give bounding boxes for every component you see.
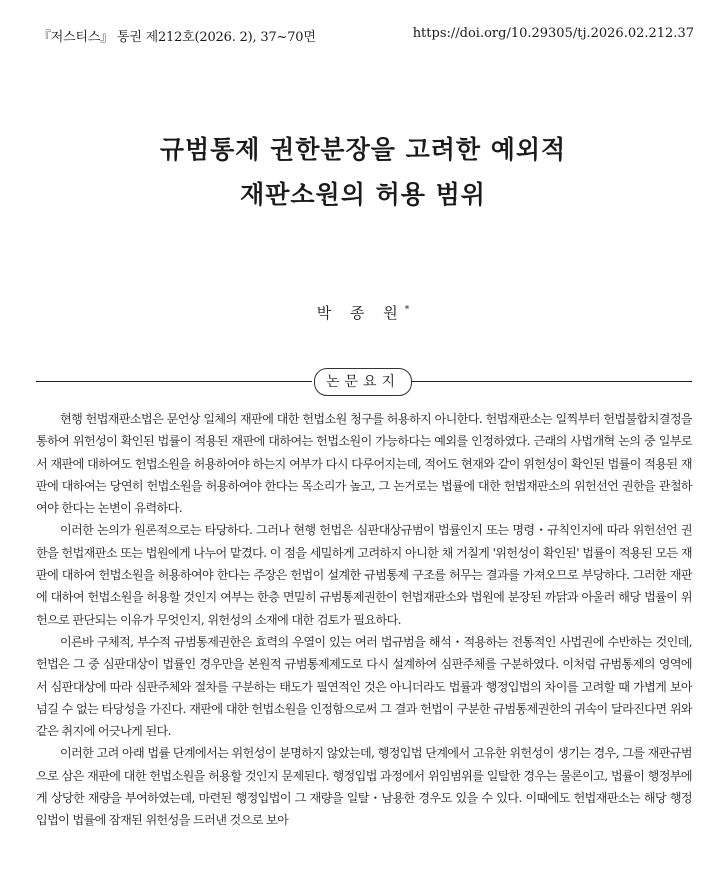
abstract-paragraph: 이른바 구체적, 부수적 규범통제권한은 효력의 우열이 있는 여러 법규범을 해석・적용하는 전통적인 사법권에 수반하는 것인데, 헌법은 그 중 심판대상이 법률인 경우만을 본원적 규범통제제도로 다시 설계하여 심판주체를 구분하였다. 이처럼 규범통제의 영역에서 심판대상에 따라 심판주체와 절차를 구분하는 태도가 필연적인 것은 아니더라도 법률과 행정입법의 차이를 고려할 때 가볍게 보아 넘길 수 없는 타당성을 가진다. 재판에 대한 헌법소원을 인정함으로써 그 결과 헌법이 구분한 규범통제권한의 귀속이 달라진다면 위와 같은 취지에 어긋나게 된다.	[36, 634, 692, 739]
abstract-rule-right	[412, 381, 692, 382]
abstract-paragraph: 현행 헌법재판소법은 문언상 일체의 재판에 대한 헌법소원 청구를 허용하지 아니한다. 헌법재판소는 일찍부터 헌법불합치결정을 통하여 위헌성이 확인된 법률이 적용된 재판에 대하여는 헌법소원이 가능하다는 예외를 인정하였다. 근래의 사법개혁 논의 중 일부로서 재판에 대하여도 헌법소원을 허용하여야 하는지 여부가 다시 다루어지는데, 적어도 현재와 같이 위헌성이 확인된 법률이 적용된 재판에 대하여는 당연히 헌법소원을 허용하여야 한다는 목소리가 높고, 그 논거로는 법률에 대한 헌법재판소의 위헌선언 권한을 관철하여야 한다는 논변이 유력하다.	[36, 412, 692, 516]
doi-link[interactable]: https://doi.org/10.29305/tj.2026.02.212.37	[412, 26, 694, 41]
paper-title-line-2: 재판소원의 허용 범위	[240, 180, 486, 209]
abstract-label: 논문요지	[314, 368, 412, 396]
paper-title-line-1: 규범통제 권한분장을 고려한 예외적	[159, 135, 567, 164]
journal-info: 『저스티스』 통권 제212호(2026. 2), 37~70면	[38, 30, 316, 45]
abstract-paragraph: 이러한 논의가 원론적으로는 타당하다. 그러나 현행 헌법은 심판대상규범이 법률인지 또는 명령・규칙인지에 따라 위헌선언 권한을 헌법재판소 또는 법원에게 나누어 맡겼다. 이 점을 세밀하게 고려하지 아니한 채 거칠게 '위헌성이 확인된' 법률이 적용된 모든 재판에 대하여 헌법소원을 허용하여야 한다는 주장은 헌법이 설계한 규범통제 구조를 허무는 결과를 가져오므로 부당하다. 그러한 재판에 대하여 헌법소원을 허용할 것인지 여부는 한층 면밀히 규범통제권한이 헌법재판소와 법원에 분장된 까닭과 아울러 해당 법률이 위헌으로 판단되는 이유가 무엇인지, 위헌성의 소재에 대한 검토가 필요하다.	[36, 523, 692, 627]
abstract-paragraph: 이러한 고려 아래 법률 단계에서는 위헌성이 분명하지 않았는데, 행정입법 단계에서 고유한 위헌성이 생기는 경우, 그를 재판규범으로 삼은 재판에 대한 헌법소원을 허용할 것인지 문제된다. 행정입법 과정에서 위임범위를 일탈한 경우는 물론이고, 법률이 행정부에게 상당한 재량을 부여하였는데, 마련된 행정입법이 그 재량을 일탈・남용한 경우도 있을 수 있다. 이때에도 헌법재판소는 해당 행정입법이 법률에 잠재된 위헌성을 드러낸 것으로 보아	[36, 746, 692, 828]
author-name: 박 종 원	[316, 304, 405, 322]
author	[0, 302, 726, 323]
abstract-rule-left	[36, 381, 312, 382]
abstract-body	[36, 408, 692, 832]
author-footnote-mark: *	[404, 305, 410, 315]
